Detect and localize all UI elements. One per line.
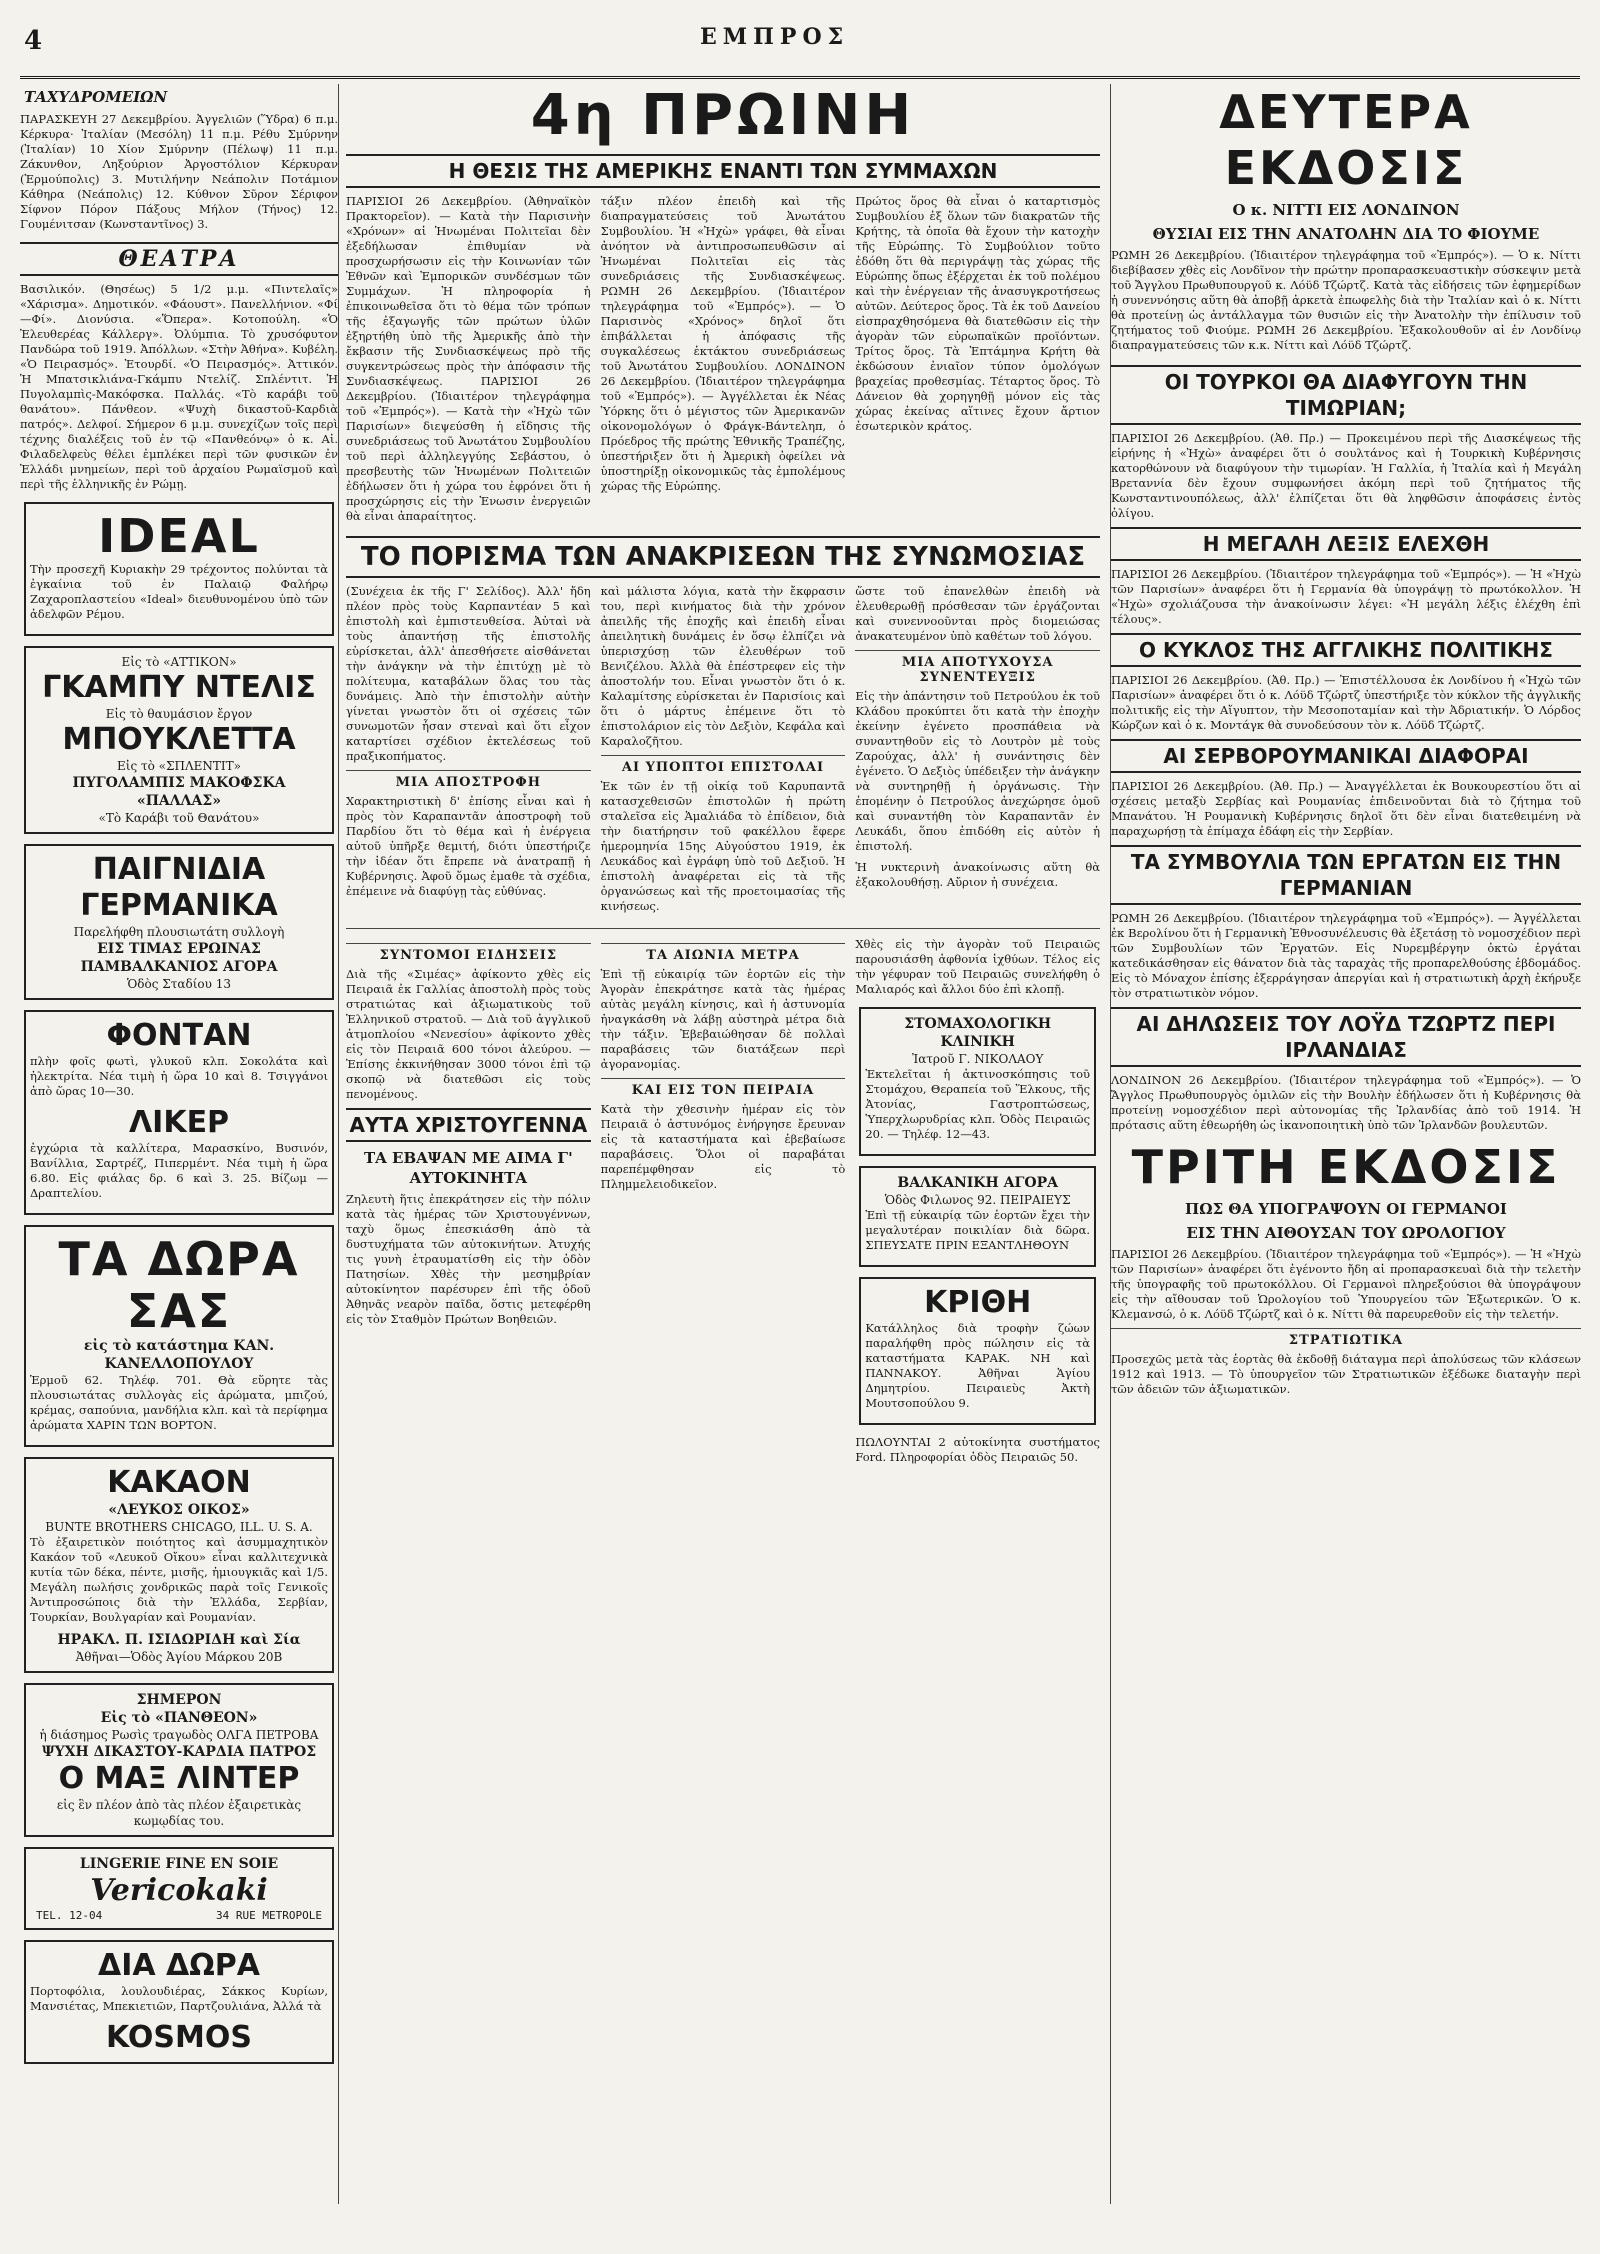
right-column	[1110, 84, 1581, 2204]
toys-title: ΠΑΙΓΝΙΔΙΑ ΓΕΡΜΑΝΙΚΑ	[80, 852, 278, 923]
kanellopoulou-label: εἰς τὸ κατάστημα ΚΑΝ. ΚΑΝΕΛΛΟΠΟΥΛΟΥ	[83, 1338, 275, 1372]
ideal-title: IDEAL	[98, 509, 260, 563]
plot-col-1: (Συνέχεια ἐκ τῆς Γ' Σελίδος). Ἀλλ' ἤδη πλέον πρὸς τοὺς Καρπαντέαν 5 καὶ ἐπιστολὴ καὶ ἐμπιστευθείσα. Ἀὐταὶ νὰ τοὺς ἀπαντήσῃ τῆς ἐπιστολῆς εὑρίσκεται, ἀλλ' ἀπεσθήσετε αἰσθάνεται τὴν ἀνάγκην νὰ τὴν ἐπιτύχῃ μὲ τὸ πολίτευμα, καταβάλων ὅλας του τὰς δυνάμεις. Ἀπὸ τὴν ἐπιστολὴν αὐτὴν γίνεται γνωστὸν ὅτι οἱ σχέσεις τῶν συνωμοτῶν ἦσαν στεναὶ καὶ ὅτι εἶχον καταρτίσει σχέδιον ἐκτελέσεως τοῦ πραξικοπήματος.	[346, 584, 591, 763]
theatre-listings: Βασιλικόν. (Θησέως) 5 1/2 μ.μ. «Πιντελαῖς» «Χάρισμα». Δημοτικόν. «Φάουστ». Πανελλήνιον. «Φί—Φί». Διονύσια. «Ὅπερα». Κοτοπούλη. «Ὁ Ἐλευθερέας Κάλλεργ». Ὀλύμπια. Τὸ χρυσόφυτον Πανδώρα τοῦ 1919. Ἀπόλλων. «Στὴν Ἀθήνα». Κυβέλη. «Ὁ Πειρασμός». Ἑτουρδί. «Ὁ Πειρασμός». Ἀττικόν. Ἡ Μπατσικλιάνα-Γκάμπυ Ντελίζ. Σπλέντιτ. Ἡ Πυγολαμπὶς-Μακόφσκα. Παλλάς. «Τὸ καράβι τοῦ θανάτου». Πάνθεον. «Ψυχὴ δικαστοῦ-Καρδιὰ πατρός». Δελφοί. Σήμερον 6 μ.μ. συνεχίζων τοῖς περὶ τέχνης διαλέξεις τοῦ ἐν τῷ «Πανθεόνῳ» ὁ κ. Αἰ. Φιλαδελφεὺς θέλει ἐμπλέκει περὶ τῶν φυσικῶν ἐν Ἑλλάδι μνημείων, περὶ τοῦ ἀρχαίου Ρωμαϊσμοῦ καὶ περὶ τῆς ἑλληνικῆς ἐν Ρώμῃ.	[20, 282, 338, 491]
america-article	[346, 194, 1100, 530]
pantheon-ad	[24, 1683, 334, 1837]
fontan-text: πλὴν φοῖς φωτὶ, γλυκοῦ κλπ. Σοκολάτα καὶ ἠλεκτρίτα. Νέα τιμὴ ἡ ὥρα 10 καὶ 8. Τσιγγάνοι ἀπὸ ὥρας 10—30.	[30, 1054, 328, 1098]
workers-councils-text: ΡΩΜΗ 26 Δεκεμβρίου. (Ἰδιαιτέρον τηλεγράφημα τοῦ «Ἐμπρός»). — Ἀγγέλλεται ἐκ Βερολίνου ὅτι ἡ Γερμανικὴ Ἐθνοσυνέλευσις θὰ ἐξετάσῃ τὸ νομοσχέδιον περὶ τῶν Συμβουλίων τῶν Ἐργατῶν. Εἰς Νυρεμβέργην ὀκτὼ ἐργάται κατεδικάσθησαν εἰς θάνατον διὰ τὰς ταραχὰς τῆς προπαρελθούσης ἑβδομάδος. Εἰς τὸ Μόναχον ἐπίσης ἐξερράγησαν ἀπεργίαι καὶ ἡ στρατιωτικὴ ἀρχὴ ἐκήρυξε τὸν στρατιωτικὸν νόμον.	[1111, 911, 1581, 1000]
edition-banner: 4η ΠΡΩΙΝΗ	[530, 84, 916, 148]
kakaon-title: ΚΑΚΑΟΝ	[107, 1465, 251, 1500]
lingerie-ad	[24, 1847, 334, 1930]
mail-schedule: ΠΑΡΑΣΚΕΥΗ 27 Δεκεμβρίου. Ἀγγελιῶν (Ὕδρα) 6 π.μ. Κέρκυρα· Ἰταλίαν (Μεσόλη) 11 π.μ. Ρέθυ Σμύρνην (Ἰταλίαν) 10 Χίον Σμύρνην (Πέλωψ) 11 π.μ. Ζάκυνθον, Ληξούριον Ἀργοστόλιον Κέρκυραν (Ἑρμούπολις) 3. Μυτιλήνην Νεάπολιν Ποτάμιον Κάθηρα (Νεάπολις) 12. Κύθνον Σῦρον Σέριφον Σίφνον Πόρον Πάξους Μήλον (Τήνος) 12. Γουμένιτσαν (Κωνσταντῖνος) 3.	[20, 112, 338, 231]
iraklis-address: Ἀθῆναι—Ὁδὸς Ἁγίου Μάρκου 20Β	[75, 1650, 283, 1664]
lingerie-tel: TEL. 12-04	[36, 1909, 103, 1922]
balkan-market-ad	[859, 1166, 1096, 1267]
america-col-2: τάξιν πλέον ἐπειδὴ καὶ τῆς διαπραγματεύσεις τοῦ Ἀνωτάτου Συμβουλίου. Ἡ «Ἠχὼ» γράφει, θὰ εἶναι ἀνόητον νὰ ἀντιπροσωπευθῶσιν αἱ Ἡνωμέναι Πολιτεῖαι εἰς τὰς συνεδριάσεις τῆς Συνδιασκέψεως. ΡΩΜΗ 26 Δεκεμβρίου. (Ἰδιαιτέρον τηλεγράφημα τοῦ «Ἐμπρός»). — Ὁ Παρισινὸς «Χρόνος» δηλοῖ ὅτι ἐπιβάλλεται ἡ ἀπόφασις τῆς συγκαλέσεως ἐκτάκτου συνεδριάσεως τοῦ Ἀνωτάτου Συμβουλίου. ΛΟΝΔΙΝΟΝ 26 Δεκεμβρίου. (Ἰδιαιτέρον τηλεγράφημα τοῦ «Ἐμπρός»). — Ἀγγέλλεται ἐκ Νέας Ὑόρκης ὅτι ὁ μέγιστος τῶν Ἀμερικανῶν οἰκονομολόγων ὁ Φράγκ-Βάντεληπ, ὁ Πρόεδρος τῆς πρώτης Ἐθνικῆς Τραπέζης, ὑπεστήριξεν ὅτι ἡ Ἀμερικὴ ὀφείλει νὰ ὑποστηρίξῃ οἰκονομικῶς τὰς ἐμπολέμους χώρας τῆς Εὐρώπης.	[600, 194, 846, 493]
vericokaki-logo: Vericokaki	[90, 1873, 268, 1908]
newspaper-name: ΕΜΠΡΟΣ	[700, 24, 850, 50]
clock-hall-subhead: ΕΙΣ ΤΗΝ ΑΙΘΟΥΣΑΝ ΤΟΥ ΩΡΟΛΟΓΙΟΥ	[1186, 1224, 1506, 1242]
military-text: Προσεχῶς μετὰ τὰς ἑορτὰς θὰ ἐκδοθῇ διάταγμα περὶ ἀπολύσεως τῶν κλάσεων 1912 καὶ 1913. — Τὸ ὑπουργεῖον τῶν Στρατιωτικῶν ἐξέδωκε διαταγὴν περὶ τῶν ἀδειῶν τῶν ἀξιωματικῶν.	[1111, 1352, 1581, 1396]
kosmos-logo: KOSMOS	[106, 2020, 252, 2055]
lingerie-contact	[30, 1909, 328, 1922]
great-word-headline: Η ΜΕΓΑΛΗ ΛΕΞΙΣ ΕΛΕΧΘΗ	[1111, 527, 1581, 561]
piraeus-heading: ΚΑΙ ΕΙΣ ΤΟΝ ΠΕΙΡΑΙΑ	[601, 1078, 846, 1098]
cocoa-ad	[24, 1457, 334, 1673]
clinic-title: ΣΤΟΜΑΧΟΛΟΓΙΚΗ ΚΛΙΝΙΚΗ	[904, 1016, 1052, 1050]
ideal-text: Τὴν προσεχῆ Κυριακὴν 29 τρέχοντος πολύνται τὰ ἐγκαίνια τοῦ ἐν Παλαιῷ Φαλήρῳ Ζαχαροπλαστείου «Ideal» διευθυνομένου ὑπὸ τῶν ἀδελφῶν Ρέμου.	[30, 562, 328, 621]
clinic-text: Ἐκτελεῖται ἡ ἀκτινοσκόπησις τοῦ Στομάχου, Θεραπεία τοῦ Ἕλκους, τῆς Ἀτονίας, Γαστροπτώσεως, Ὑπερχλωρυδρίας κλπ. Ὁδὸς Πειραιῶς 20. — Τηλέφ. 12—43.	[865, 1067, 1091, 1141]
great-word-text: ΠΑΡΙΣΙΟΙ 26 Δεκεμβρίου. (Ἰδιαιτέρον τηλεγράφημα τοῦ «Ἐμπρός»). — Ἡ «Ἠχὼ τῶν Παρισίων» ἀναφέρει ὅτι ἡ Γερμανία θὰ ὑπογράψῃ τὸ πρωτόκολλον. Ἡ «Ἠχὼ» σχολιάζουσα τὴν ἀνακοίνωσιν λέγει: «Ἡ μεγάλη λέξις ἐλέχθη ἐπὶ τέλους».	[1111, 567, 1581, 626]
fontan-title: ΦΟΝΤΑΝ	[106, 1018, 252, 1053]
max-linder-text: εἰς ἓν πλέον ἀπὸ τὰς πλέον ἐξαιρετικὰς κωμῳδίας του.	[56, 1798, 302, 1828]
psychi-title: ΨΥΧΗ ΔΙΚΑΣΤΟΥ-ΚΑΡΔΙΑ ΠΑΤΡΟΣ	[41, 1744, 317, 1760]
turks-headline: ΟΙ ΤΟΥΡΚΟΙ ΘΑ ΔΙΑΦΥΓΟΥΝ ΤΗΝ ΤΙΜΩΡΙΑΝ;	[1111, 365, 1581, 425]
liker-text: ἐγχώρια τὰ καλλίτερα, Μαρασκίνο, Βυσινόν, Βανίλλια, Σαρτρέζ, Πιπερμέντ. Νέα τιμὴ ἡ ὥρα 6.80. Εἰς φιάλας δρ. 6 καὶ 3. 25. Βίζωμ — Δραπτελίου.	[30, 1141, 328, 1200]
ideal-ad	[24, 502, 334, 636]
iraklis-agent: ΗΡΑΚΛ. Π. ΙΣΙΔΩΡΙΔΗ καὶ Σία	[57, 1632, 301, 1648]
meeting-subhead: ΜΙΑ ΑΠΟΤΥΧΟΥΣΑ ΣΥΝΕΝΤΕΥΞΙΣ	[855, 650, 1100, 685]
masthead	[20, 20, 1580, 79]
cinema-ad	[24, 646, 334, 834]
petrova-text: ἡ διάσημος Ρωσὶς τραγωδὸς ΟΛΓΑ ΠΕΤΡΟΒΑ	[39, 1728, 319, 1742]
dia-dora-text: Πορτοφόλια, λουλουδιέρας, Σάκκος Κυρίων, Μανσιέτας, Μπεκιετιῶν, Παρτζουλιάνα, Ἀλλά τὰ	[30, 1984, 328, 2013]
eternal-measures-heading: ΤΑ ΑΙΩΝΙΑ ΜΕΤΡΑ	[601, 943, 846, 963]
america-headline: Η ΘΕΣΙΣ ΤΗΣ ΑΜΕΡΙΚΗΣ ΕΝΑΝΤΙ ΤΩΝ ΣΥΜΜΑΧΩΝ	[346, 154, 1100, 188]
lingerie-title: LINGERIE FINE EN SOIE	[79, 1856, 279, 1872]
piraeus-text: Κατὰ τὴν χθεσινὴν ἡμέραν εἰς τὸν Πειραιᾶ ὁ ἀστυνόμος ἐνήργησε ἔρευναν εἰς τὰ καταστήματα καὶ ἐβεβαίωσε παραβάσεις. Ὅλοι οἱ παραβάται παρεπέμφθησαν εἰς τὸ Πλημμελειοδικεῖον.	[600, 1102, 846, 1191]
gaby-title: ΓΚΑΜΠΥ ΝΤΕΛΙΣ	[42, 670, 316, 705]
attikon-label: Εἰς τὸ «ΑΤΤΙΚΟΝ»	[121, 655, 237, 669]
apostrophe-subhead: ΜΙΑ ΑΠΟΣΤΡΟΦΗ	[346, 770, 591, 790]
plot-col-2: καὶ μάλιστα λόγια, κατὰ τὴν ἔκφρασιν του, περὶ κινήματος διὰ τὴν χρόνον ἀπειλῆς τῆς ἐποχῆς καὶ ἐπειδὴ εἶναι ἀπειλητικὴ δυνάμεις ἐν ὅσῳ ἐλπίζει νὰ ὑπερισχύσῃ τῶν ἐλευθέρων τοῦ Βενιζέλου. Ἀλλὰ θὰ ἐπέστρεφεν εἰς τὴν ἀποστολήν του. Εἶναι γνωστὸν ὅτι ὁ κ. Καλαμίτσης εὑρίσκεται ἐν Παρισίοις καὶ ὅτι ὁ μάρτυς ἐπέμεινε ὅτι τὸ ἐπιστολάριον εἰς τὸν Δεξιὸν, Κεφάλα καὶ Καραλοζῆτου.	[600, 584, 846, 748]
kanellopoulou-text: Ἑρμοῦ 62. Τηλέφ. 701. Θὰ εὕρητε τὰς πλουσιωτάτας συλλογὰς εἰς ἀρώματα, μπιζού, κρέμας, σαπούνια, μανδήλια κλπ. καὶ τὰ περίφημα ἀρώματα ΧΑΡΙΝ ΤΩΝ ΒΟΡΤΟΝ.	[30, 1373, 328, 1432]
serbo-romanian-headline: ΑΙ ΣΕΡΒΟΡΟΥΜΑΝΙΚΑΙ ΔΙΑΦΟΡΑΙ	[1111, 739, 1581, 773]
center-columns	[346, 84, 1100, 2204]
toys-ad	[24, 844, 334, 1000]
short-news-text: Διὰ τῆς «Σιμέας» ἀφίκοντο χθὲς εἰς Πειραιᾶ ἐκ Γαλλίας ἀποστολὴ πρὸς τοὺς στρατιώτας καὶ ἀξιωματικοὺς τοῦ Ἑλληνικοῦ στρατοῦ. — Διὰ τοῦ ἀγγλικοῦ ἀτμοπλοίου «Νενεσίου» ἀφίκοντο χθὲς εἰς τὸν Πειραιᾶ 600 τόνοι ἀλεύρου. — Ἐπίσης ἐκκινήθησαν 3000 τόνοι ἐπὶ τῷ σκοπῷ νὰ διατεθῶσι εἰς τοὺς πενομένους.	[346, 967, 591, 1101]
newspaper-page	[20, 20, 1580, 2214]
ireland-text: ΛΟΝΔΙΝΟΝ 26 Δεκεμβρίου. (Ἰδιαιτέρον τηλεγράφημα τοῦ «Ἐμπρός»). — Ὁ Ἄγγλος Πρωθυπουργὸς ὁμιλῶν εἰς τὴν Βουλὴν ἐδήλωσεν ὅτι ἡ Κυβέρνησις θὰ προτείνῃ νομοσχέδιον περὶ αὐτονομίας τῆς Ἰρλανδίας ἀπὸ τοῦ 1914. Ἡ πρότασις αὕτη ἐθεωρήθη ὡς ἱκανοποιητικὴ ὑπὸ τῶν Ἰρλανδῶν βουλευτῶν.	[1111, 1073, 1581, 1132]
second-edition-banner: ΔΕΥΤΕΡΑ ΕΚΔΟΣΙΣ	[1219, 85, 1473, 195]
kakaon-text: Τὸ ἐξαιρετικὸν ποιότητος καὶ ἀσυμμαχητικὸν Κακάον τοῦ «Λευκοῦ Οἴκου» εἶναι καλλιτεχνικὰ κυτία τῶν δέκα, πέντε, μισῆς, ἡμιουγκιᾶς καὶ 1/5. Μεγάλη πωλήσις χονδρικῶς παρὰ τοῖς Γενικοῖς Ἀντιπροσώποις διὰ τὴν Ἑλλάδα, Σερβίαν, Τουρκίαν, Βουλγαρίαν καὶ Ρουμανίαν.	[30, 1535, 328, 1624]
serbo-romanian-text: ΠΑΡΙΣΙΟΙ 26 Δεκεμβρίου. (Ἀθ. Πρ.) — Ἀναγγέλλεται ἐκ Βουκουρεστίου ὅτι αἱ σχέσεις μεταξὺ Σερβίας καὶ Ρουμανίας ἐπιδεινοῦνται διὰ τὸ ζήτημα τοῦ Μπανάτου. Ἡ Ρουμανικὴ Κυβέρνησις δηλοῖ ὅτι δὲν εἶναι διατεθειμένη νὰ παραχωρήσῃ τὰ ἐπίμαχα ἐδάφη εἰς τὴν Σερβίαν.	[1111, 779, 1581, 838]
plot-col-2b: Ἐκ τῶν ἐν τῇ οἰκίᾳ τοῦ Καρυπαντᾶ κατασχεθεισῶν ἐπιστολῶν ἡ πρώτη σταλεῖσα εἰς Ἁμαλιάδα τὸ ἐπίδειον, διὰ τὴν διατήρησιν τοῦ φακέλλου ἔφερε ἡμερομηνία 15ης Αὐγούστου 1919, ἐκ Λευκάδος καὶ ἐγράφη ὑπὸ τοῦ Δεξιοῦ. Ἡ ἐπιστολὴ ἀναφέρεται εἰς τὰ τῆς ὀργανώσεως καὶ τῆς προετοιμασίας τῆς κινήσεως.	[600, 779, 846, 913]
kosmos-ad	[24, 1940, 334, 2064]
boukleta-title: ΜΠΟΥΚΛΕΤΤΑ	[62, 722, 296, 757]
america-col-1: ΠΑΡΙΣΙΟΙ 26 Δεκεμβρίου. (Ἀθηναϊκὸν Πρακτορεῖον). — Κατὰ τὴν Παρισινὴν «Χρόνων» αἱ Ἡνωμέναι Πολιτεῖαι δὲν ἐξεδήλωσαν ἐπιθυμίαν νὰ προσχωρήσωσιν εἰς τὴν Κοινωνίαν τῶν Ἐθνῶν καὶ Ἐμπορικῶν συνδέσμων τῶν Συμμάχων. Ἡ πληροφορία ἡ ἐπικοινωθεῖσα ὅτι τὸ θέμα τῶν τρόπων τῆς ἐξαγωγῆς τῶν πρώτων ὑλῶν ἐξηρτήθη ὑπὸ τῆς Ἀμερικῆς ἀπὸ τὴν ἔκβασιν τῆς Συνδιασκέψεως πρὸ τῆς συγκεντρώσεως πρὸς τὴν ἀπόφασιν τῆς Συνδιασκέψεως. ΠΑΡΙΣΙΟΙ 26 Δεκεμβρίου. (Ἰδιαιτέρον τηλεγράφημα τοῦ «Ἐμπρός»). — Κατὰ τὴν «Ἠχὼ τῶν Παρισίων» διεψεύσθη ἡ εἴδησις τῆς συνεδριάσεως τοῦ Ἀνωτάτου Συμβουλίου τοῦ περὶ ἀλληλεγγύης Σεβάστου, ὁ πρεσβευτὴς τῶν Ἡνωμένων Πολιτειῶν ἐδήλωσεν ὅτι ἡ χώρα του ἐφρόνει ὅτι ἡ προσχώρησις εἰς τὴν Ἑνωσιν ἐνεργειῶν θὰ εἶναι ἀπαραίτητος.	[346, 194, 591, 523]
plot-col-1b: Χαρακτηριστικὴ δ' ἐπίσης εἶναι καὶ ἡ πρὸς τὸν Καραπαντᾶν ἀποστροφὴ τοῦ Παρδίου ὅτι τὸ θέμα καὶ ἡ ἐνέργεια αὐτοῦ ὑπῆρξε θεμιτή, διότι ὑπεστήριζε τὴν ἰδέαν ὅτι ἔπρεπε νὰ ἀνατραπῇ ἡ Κυβέρνησις. Ἀφοῦ ὅμως ἐμαθε τὰ σχέδια, ἐπέμεινε νὰ διαφύγῃ τὰς εὐθύνας.	[346, 794, 591, 898]
christmas-headline: ΑΥΤΑ ΧΡΙΣΤΟΥΓΕΝΝΑ	[346, 1108, 591, 1142]
plot-col-3c: Ἡ νυκτερινὴ ἀνακοίνωσις αὕτη θὰ ἐξακολουθήσῃ. Αὔριον ἡ συνέχεια.	[855, 860, 1100, 889]
toys-shop: ΠΑΜΒΑΛΚΑΝΙΟΣ ΑΓΟΡΑ	[80, 959, 278, 975]
fiume-subhead: ΘΥΣΙΑΙ ΕΙΣ ΤΗΝ ΑΝΑΤΟΛΗΝ ΔΙΑ ΤΟ ΦΙΟΥΜΕ	[1152, 225, 1540, 243]
signing-subhead: ΠΩΣ ΘΑ ΥΠΟΓΡΑΨΟΥΝ ΟΙ ΓΕΡΜΑΝΟΙ	[1185, 1200, 1507, 1218]
gaby-subtitle: Εἰς τὸ θαυμάσιον ἔργον	[105, 707, 253, 721]
british-policy-text: ΠΑΡΙΣΙΟΙ 26 Δεκεμβρίου. (Ἀθ. Πρ.) — Ἐπιστέλλουσα ἐκ Λονδίνου ἡ «Ἠχὼ τῶν Παρισίων» ἀναφέρει ὅτι ὁ κ. Λόϋδ Τζώρτζ ὑπεστήριξε τὸν κύκλον τῆς ἀγγλικῆς πολιτικῆς εἰς τὴν Αἴγυπτον, τὴν Μεσοποταμίαν καὶ τὴν Ἀδριατικήν. Ὁ Λόρδος Κώρζων καὶ ὁ κ. Μοντάγκ θὰ συνοδεύσουν τὸν κ. Λόϋδ Τζώρτζ.	[1111, 673, 1581, 732]
plot-article	[346, 584, 1100, 920]
plot-col-3b: Εἰς τὴν ἀπάντησιν τοῦ Πετρούλου ἐκ τοῦ Κλάδου προκύπτει ὅτι κατὰ τὴν ἐποχὴν ἐκείνην ἐγένετο προσπάθεια νὰ συναντηθοῦν εἰς τὸ Λουτρὸν μὲ τοὺς Ζαρούχας, ἀλλ' ἡ συνάντησις δὲν ἐγένετο. Ὁ Δεξιὸς ὑπέδειξεν τὴν ἀνάγκην νὰ συντηρηθῇ ἡ ὀργάνωσις. Τὴν ἐπομένην ὁ Πετρούλος ἀνεχώρησε ὁμοῦ καὶ συναντήθη τὸν Καραπαντᾶν ἐν Λευκάδι, ὅπου ἐπιδόθη εἰς αὐτὸν ἡ ἐπιστολή.	[855, 689, 1100, 853]
piraeus-note: Χθὲς εἰς τὴν ἀγορὰν τοῦ Πειραιῶς παρουσιάσθη ἀφθονία ἰχθύων. Τέλος εἰς τὴν γέφυραν τοῦ Πειραιῶς συνελήφθη ὁ Μαλιαρός καὶ ἄλλοι δύο ἐπὶ κλοπῇ.	[855, 937, 1100, 996]
balkan-address: Ὁδὸς Φιλωνος 92. ΠΕΙΡΑΙΕΥΣ	[884, 1193, 1071, 1207]
lingerie-address: 34 RUE METROPOLE	[216, 1909, 322, 1922]
nitti-article	[1111, 248, 1581, 359]
toys-text: Παρελήφθη πλουσιωτάτη συλλογὴ	[73, 925, 285, 939]
gifts-ad	[24, 1225, 334, 1447]
third-edition-banner: ΤΡΙΤΗ ΕΚΔΟΣΙΣ	[1131, 1140, 1561, 1194]
splendid-label: Εἰς τὸ «ΣΠΛΕΝΤΙΤ»	[117, 759, 241, 773]
nitti-text: ΡΩΜΗ 26 Δεκεμβρίου. (Ἰδιαιτέρον τηλεγράφημα τοῦ «Ἐμπρός»). — Ὁ κ. Νίττι διεβίβασεν χθὲς εἰς Λονδῖνον τὴν πρώτην προπαρασκευαστικὴν σύσκεψιν μετὰ τοῦ Ἄγγλου Πρωθυπουργοῦ κ. Λόϋδ Τζώρτζ. Κατὰ τὰς εἰδήσεις τῶν ἐφημερίδων ἡ συνεννόησις αὕτη θὰ ἀποβῇ ἀρκετὰ ἐπωφελὴς διὰ τὴν Ἰταλίαν καὶ ὁ κ. Νίττι θὰ προτείνῃ ὡς ἀντάλλαγμα τῶν θυσιῶν εἰς τὴν Ἀνατολὴν τὴν ἐπίλυσιν τοῦ ζητήματος τοῦ Φιούμε. ΡΩΜΗ 26 Δεκεμβρίου. Ἐξακολουθοῦν αἱ ἐν Λονδίνῳ διαπραγματεύσεις τῶν κ.κ. Νίττι καὶ Λόϋδ Τζώρτζ.	[1111, 248, 1581, 352]
karavi-title: «Τὸ Καράβι τοῦ Θανάτου»	[98, 811, 260, 825]
military-heading: ΣΤΡΑΤΙΩΤΙΚΑ	[1111, 1328, 1581, 1348]
signing-text: ΠΑΡΙΣΙΟΙ 26 Δεκεμβρίου. (Ἰδιαιτέρον τηλεγράφημα τοῦ «Ἐμπρός»). — Ἡ «Ἠχὼ τῶν Παρισίων» ἀναφέρει ὅτι ἐγένοντο ἤδη αἱ προπαρασκευαὶ διὰ τὴν τελετὴν τῆς ὑπογραφῆς τοῦ πρωτοκόλλου. Οἱ Γερμανοὶ πληρεξούσιοι θὰ ὑπογράψουν εἰς τὴν αἴθουσαν τοῦ Ὡρολογίου τοῦ Ὑπουργείου τῶν Ἐξωτερικῶν. Ὁ κ. Κλεμανσώ, ὁ κ. Λόϋδ Τζώρτζ καὶ ὁ κ. Νίττι θὰ παρευρεθοῦν εἰς τὴν τελετήν.	[1111, 1247, 1581, 1321]
eternal-measures-text: Ἐπὶ τῇ εὐκαιρίᾳ τῶν ἑορτῶν εἰς τὴν Ἀγορὰν ἐπεκράτησε κατὰ τὰς ἡμέρας αὐτὰς μεγάλη κίνησις, καὶ ἡ ἀστυνομία ἠναγκάσθη νὰ λάβῃ αὐστηρὰ μέτρα διὰ τὴν τάξιν. Ἐβεβαιώθησαν δὲ πολλαὶ παραβάσεις τῶν διατάξεων περὶ ἀγορανομίας.	[600, 967, 846, 1071]
short-news-heading: ΣΥΝΤΟΜΟΙ ΕΙΔΗΣΕΙΣ	[346, 943, 591, 963]
balkan-title: ΒΑΛΚΑΝΙΚΗ ΑΓΟΡΑ	[897, 1175, 1058, 1191]
plot-headline: ΤΟ ΠΟΡΙΣΜΑ ΤΩΝ ΑΝΑΚΡΙΣΕΩΝ ΤΗΣ ΣΥΝΩΜΟΣΙΑΣ	[346, 536, 1100, 578]
ireland-headline: ΑΙ ΔΗΛΩΣΕΙΣ ΤΟΥ ΛΟΫΔ ΤΖΩΡΤΖ ΠΕΡΙ ΙΡΛΑΝΔΙΑΣ	[1111, 1007, 1581, 1067]
christmas-subhead: ΤΑ ΕΒΑΨΑΝ ΜΕ ΑΙΜΑ Γ' ΑΥΤΟΚΙΝΗΤΑ	[364, 1149, 573, 1187]
mail-heading: ΤΑΧΥΔΡΟΜΕΙΩΝ	[24, 88, 168, 106]
news-section	[346, 937, 1100, 1471]
balkan-text: Ἐπὶ τῇ εὐκαιρίᾳ τῶν ἑορτῶν ἔχει τὴν μεγαλυτέραν ποικιλίαν διὰ δῶρα. ΣΠΕΥΣΑΤΕ ΠΡΙΝ ΕΞΑΝΤΛΗΘΟΥΝ	[865, 1208, 1091, 1252]
christmas-text: Ζηλευτὴ ἥτις ἐπεκράτησεν εἰς τὴν πόλιν κατὰ τὰς ἡμέρας τῶν Χριστουγέννων, ταχὺ ὅμως ἐπεσκιάσθη ἀπὸ τὰ δυστυχήματα τῶν αὐτοκινήτων. Ἀτυχής τις γυνὴ ἐτραυματίσθη εἰς τὴν ὁδὸν Πατησίων. Χθὲς τὴν μεσημβρίαν αὐτοκίνητον παρέσυρεν ἐπὶ τῆς ὁδοῦ Ἀθηνᾶς νεαρὸν παῖδα, ὅστις μετεφέρθη εἰς τὸν Σταθμὸν Πρώτων Βοηθειῶν.	[346, 1192, 591, 1326]
fontan-ad	[24, 1010, 334, 1215]
left-column	[20, 84, 339, 2204]
barley-text: Κατάλληλος διὰ τροφὴν ζώων παραλήφθη πρὸς πώλησιν εἰς τὰ καταστήματα ΚΑΡΑΚ. ΝΗ καὶ ΠΑΝΝΑΚΟΥ. Ἀθῆναι Ἁγίου Δημητρίου. Πειραιεὺς Ἀκτὴ Μουτσοπούλου 9.	[865, 1321, 1091, 1410]
center-divider	[346, 928, 1100, 929]
pantheon-label: Εἰς τὸ «ΠΑΝΘΕΟΝ»	[100, 1710, 258, 1726]
letters-subhead: ΑΙ ΥΠΟΠΤΟΙ ΕΠΙΣΤΟΛΑΙ	[601, 755, 846, 775]
dia-dora-title: ΔΙΑ ΔΩΡΑ	[98, 1948, 260, 1983]
bunte-brothers: BUNTE BROTHERS CHICAGO, ILL. U. S. A.	[45, 1520, 313, 1534]
pallas-label: «ΠΑΛΛΑΣ»	[136, 793, 222, 809]
liker-title: ΛΙΚΕΡ	[128, 1105, 230, 1140]
pygolampis-title: ΠΥΓΟΛΑΜΠΙΣ ΜΑΚΟΦΣΚΑ	[72, 775, 286, 791]
page-number: 4	[24, 26, 43, 56]
today-label: ΣΗΜΕΡΟΝ	[136, 1692, 222, 1708]
leukos-oikos: «ΛΕΥΚΟΣ ΟΙΚΟΣ»	[108, 1502, 250, 1518]
america-col-3: Πρώτος ὅρος θὰ εἶναι ὁ καταρτισμὸς Συμβουλίου ἐξ ὅλων τῶν διακρατῶν τῆς Κρήτης, τὰ ὁποῖα θὰ ἔχουν τὴν κατοχὴν τῆς Εὐρώπης. Τὸ Συμβούλιον τοῦτο ἐδόθη ὅτι θὰ περιγράψῃ τὰς χώρας τῆς Εὐρώπης ὅπως ἐξέρχεται ἐκ τοῦ πολέμου καὶ τὴν ἐνέργειαν τῆς ἀνασυγκροτήσεως αὐτῶν. Δεύτερος ὅρος. Τὰ ἐκ τοῦ Δανείου εἰσπραχθησόμενα θὰ διατεθῶσιν εἰς τὴν ἀγορὰν τῶν εὐρωπαϊκῶν προϊόντων. Τρίτος ὅρος. Τὰ Ἑπτάμηνα Κρήτη θὰ ἐκδώσουν ἐνιαῖον τύπον ὁμολόγων βραχείας προθεσμίας. Τέταρτος ὅρος. Τὸ Δάνειον θὰ χορηγηθῇ μόνον εἰς τὰς χώρας ἐκείνας αἵτινες ἔχουν ἄρτιον ἐσωτερικὸν κράτος.	[855, 194, 1100, 433]
workers-councils-headline: ΤΑ ΣΥΜΒΟΥΛΙΑ ΤΩΝ ΕΡΓΑΤΩΝ ΕΙΣ ΤΗΝ ΓΕΡΜΑΝΙΑΝ	[1111, 845, 1581, 905]
turks-text: ΠΑΡΙΣΙΟΙ 26 Δεκεμβρίου. (Ἀθ. Πρ.) — Προκειμένου περὶ τῆς Διασκέψεως τῆς εἰρήνης ἡ «Ἠχὼ» ἀναφέρει ὅτι ὁ σουλτάνος καὶ ἡ Τουρκικὴ Κυβέρνησις κατορθώνουν νὰ διαφύγουν τὴν τιμωρίαν. Ἡ Γαλλία, ἡ Ἰταλία καὶ ἡ Μεγάλη Βρεταννία δὲν ἔχουν συμφωνήσει ἀκόμη περὶ τοῦ ζητήματος τῆς Κωνσταντινουπόλεως, ἀλλ' ἐλπίζεται ὅτι θὰ ληφθῶσιν ἀποφάσεις ἐντὸς ὀλίγου.	[1111, 431, 1581, 520]
british-policy-headline: Ο ΚΥΚΛΟΣ ΤΗΣ ΑΓΓΛΙΚΗΣ ΠΟΛΙΤΙΚΗΣ	[1111, 633, 1581, 667]
toys-prices: ΕΙΣ ΤΙΜΑΣ ΕΡΩΙΝΑΣ	[97, 941, 261, 957]
max-linder-title: Ο ΜΑΞ ΛΙΝΤΕΡ	[58, 1761, 300, 1796]
clinic-ad	[859, 1007, 1096, 1156]
theatre-heading: ΘΕΑΤΡΑ	[20, 242, 338, 276]
ta-doras-title: ΤΑ ΔΩΡΑ ΣΑΣ	[58, 1232, 300, 1338]
clinic-doctor: Ἰατροῦ Γ. ΝΙΚΟΛΑΟΥ	[911, 1052, 1044, 1066]
barley-ad	[859, 1277, 1096, 1425]
cars-ad: ΠΩΛΟΥΝΤΑΙ 2 αὐτοκίνητα συστήματος Ford. Πληροφορίαι ὁδὸς Πειραιῶς 50.	[855, 1435, 1100, 1464]
toys-address: Ὁδὸς Σταδίου 13	[126, 977, 232, 991]
nitti-subhead: Ο κ. ΝΙΤΤΙ ΕΙΣ ΛΟΝΔΙΝΟΝ	[1232, 201, 1460, 219]
barley-title: ΚΡΙΘΗ	[924, 1285, 1032, 1320]
plot-col-3: ὥστε τοῦ ἐπανελθὼν ἐπειδὴ νὰ ἐλευθερωθῇ πρόσθεσαν τῶν ἐργάζονται καὶ συνεννοοῦνται πρὸς διομειώσας ἀνακατευμένον ὑπὸ καθέτων τοῦ λόγου.	[855, 584, 1100, 643]
